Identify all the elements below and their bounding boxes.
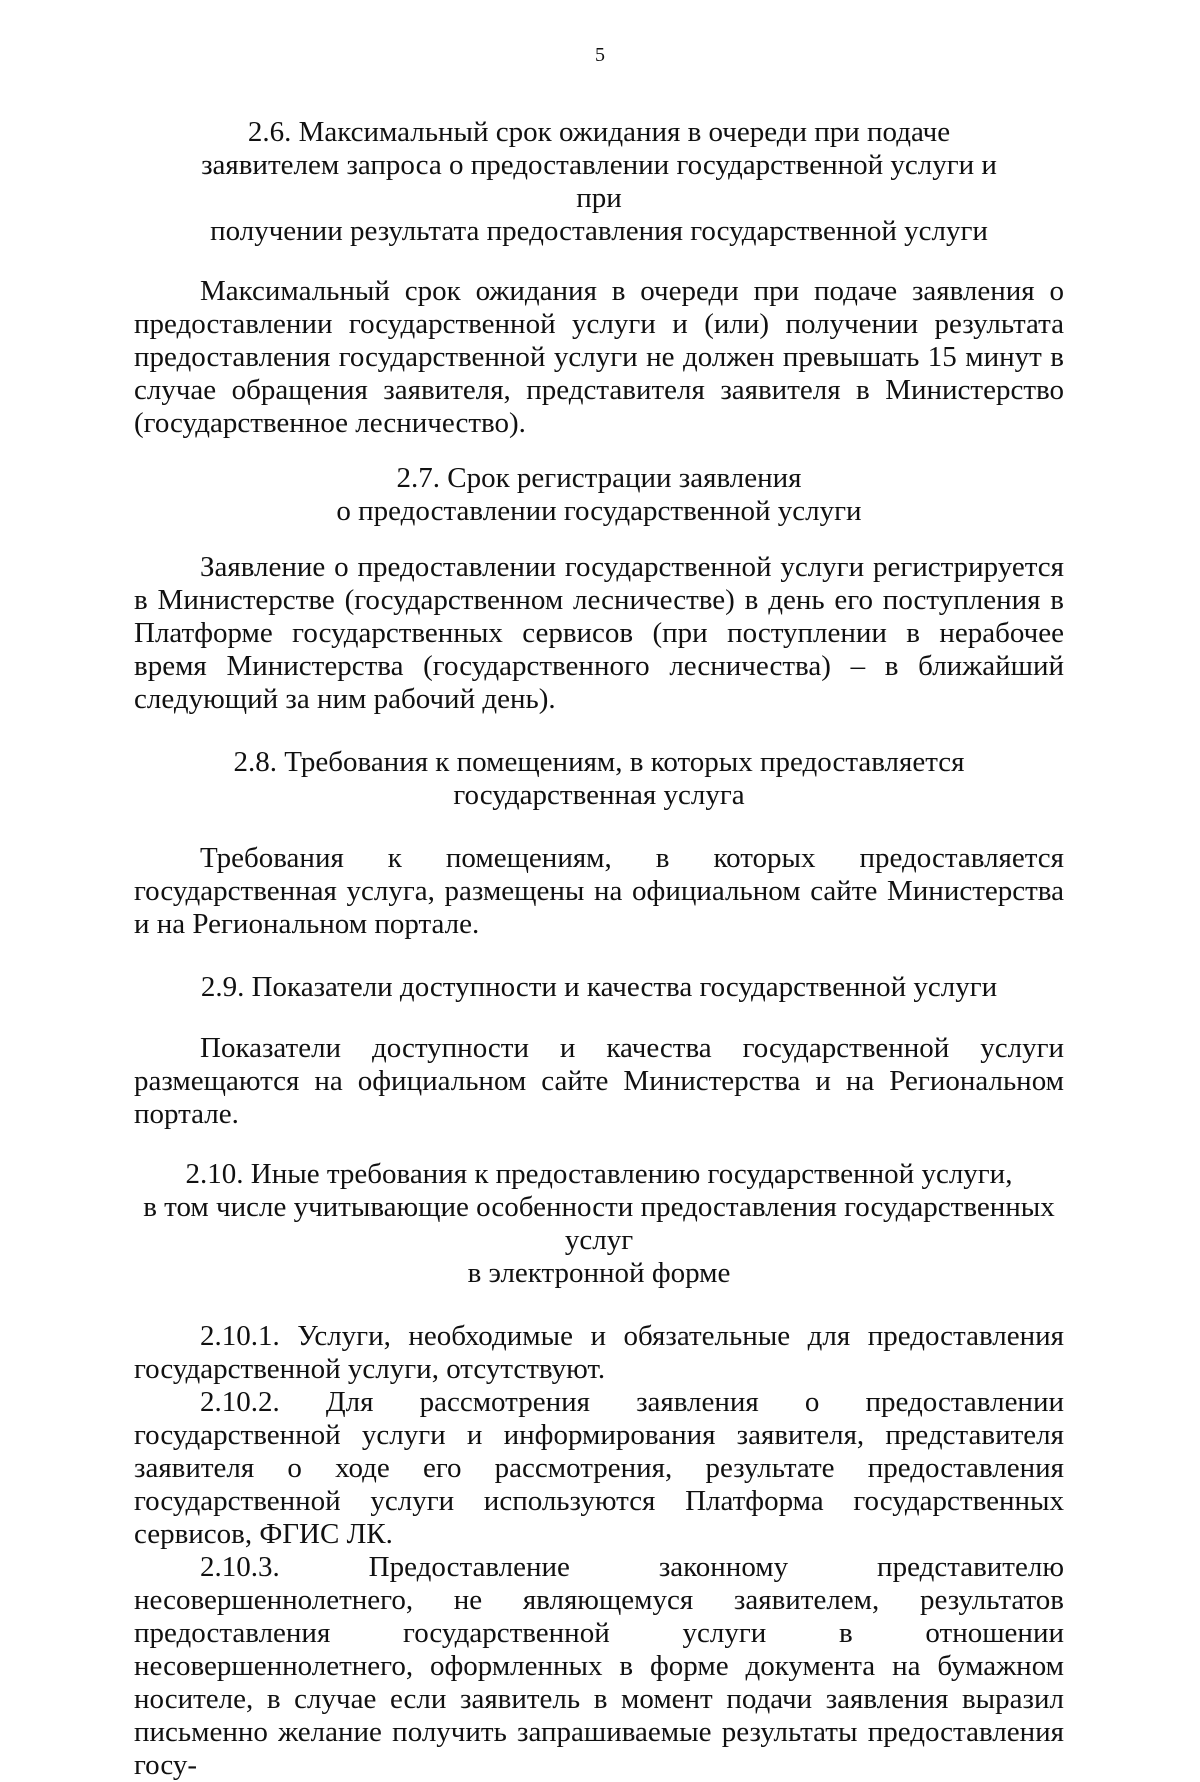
heading-line: в электронной форме	[467, 1257, 731, 1289]
section-heading-2-7	[134, 462, 1064, 528]
heading-line: государственная услуга	[453, 779, 745, 811]
heading-line: 2.8. Требования к помещениям, в которых предоставляется	[233, 746, 965, 778]
paragraph-2-6: Максимальный срок ожидания в очереди при подаче заявления о предоставлении государственной услуги и (или) получении результата предоставления государственной услуги не должен превышать 15 минут в случае обращения заявителя, представителя заявителя в Министерство (государственное лесничество).	[134, 275, 1064, 439]
heading-line: о предоставлении государственной услуги	[336, 495, 862, 527]
paragraph-2-9: Показатели доступности и качества государственной услуги размещаются на официальном сайте Министерства и на Региональном портале.	[134, 1032, 1064, 1130]
section-heading-2-10	[134, 1158, 1064, 1290]
paragraph-2-10-2: 2.10.2. Для рассмотрения заявления о предоставлении государственной услуги и информирования заявителя, представителя заявителя о ходе его рассмотрения, результате предоставления государственной услуги используются Платформа государственных сервисов, ФГИС ЛК.	[134, 1386, 1064, 1550]
heading-line: 2.9. Показатели доступности и качества государственной услуги	[200, 971, 998, 1003]
heading-line: в том числе учитывающие особенности предоставления государственных услуг	[143, 1191, 1055, 1256]
section-heading-2-8	[134, 746, 1064, 812]
section-heading-2-9	[134, 971, 1064, 1004]
page-number: 5	[595, 44, 605, 66]
paragraph-2-8: Требования к помещениям, в которых предоставляется государственная услуга, размещены на официальном сайте Министерства и на Региональном портале.	[134, 842, 1064, 940]
document-body	[134, 100, 1064, 1782]
paragraph-2-10-1: 2.10.1. Услуги, необходимые и обязательные для предоставления государственной услуги, отсутствуют.	[134, 1320, 1064, 1385]
heading-line: 2.10. Иные требования к предоставлению государственной услуги,	[185, 1158, 1013, 1190]
heading-line: 2.6. Максимальный срок ожидания в очереди при подаче	[247, 116, 951, 148]
section-heading-2-6	[199, 116, 999, 248]
paragraph-2-10-3: 2.10.3. Предоставление законному представителю несовершеннолетнего, не являющемуся заявителем, результатов предоставления государственной услуги в отношении несовершеннолетнего, оформленных в форме документа на бумажном носителе, в случае если заявитель в момент подачи заявления выразил письменно желание получить запрашиваемые результаты предоставления госу-	[134, 1551, 1064, 1781]
heading-line: получении результата предоставления государственной услуги	[210, 215, 988, 247]
heading-line: заявителем запроса о предоставлении государственной услуги и при	[201, 149, 997, 214]
paragraph-2-7: Заявление о предоставлении государственной услуги регистрируется в Министерстве (государственном лесничестве) в день его поступления в Платформе государственных сервисов (при поступлении в нерабочее время Министерства (государственного лесничества) – в ближайший следующий за ним рабочий день).	[134, 551, 1064, 715]
heading-line: 2.7. Срок регистрации заявления	[396, 462, 802, 494]
